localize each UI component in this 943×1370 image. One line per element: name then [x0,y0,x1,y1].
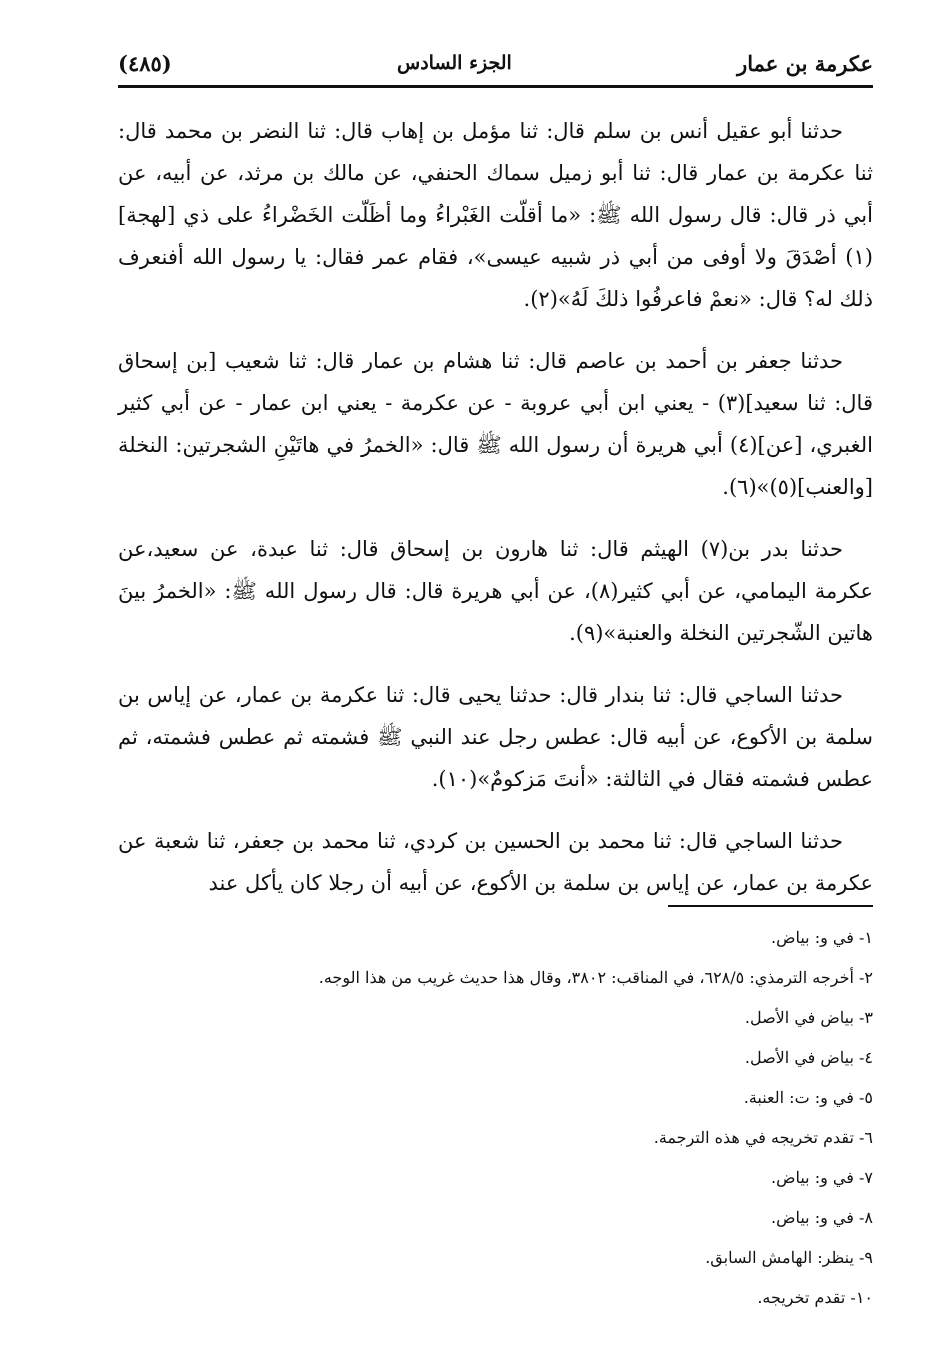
page-header [118,38,873,88]
section-title: عكرمة بن عمار [737,50,873,76]
footnote-2: ٢- أخرجه الترمذي: ٦٢٨/٥، في المناقب: ٣٨٠٢، وقال هذا حديث غريب من هذا الوجه. [318,968,873,987]
paragraph-4: حدثنا الساجي قال: ثنا بندار قال: حدثنا يحيى قال: ثنا عكرمة بن عمار، عن إياس بن سلمة بن الأكوع، عن أبيه قال: عطس رجل عند النبي ﷺ فشمته ثم عطس فشمته، ثم عطس فشمته فقال في الثالثة: «أنتَ مَزكومٌ»(١٠). [118,683,873,791]
paragraph-3: حدثنا بدر بن(٧) الهيثم قال: ثنا هارون بن إسحاق قال: ثنا عبدة، عن سعيد،عن عكرمة اليمامي، عن أبي كثير(٨)، عن أبي هريرة قال: قال رسول الله ﷺ: «الخمرُ بينَ هاتين الشّجرتين النخلة والعنبة»(٩). [118,537,874,645]
paragraph-2: حدثنا جعفر بن أحمد بن عاصم قال: ثنا هشام بن عمار قال: ثنا شعيب [بن إسحاق قال: ثنا سعيد](٣) - يعني ابن أبي عروبة - عن عكرمة - يعني ابن عمار - عن أبي كثير الغبري، [عن](٤) أبي هريرة أن رسول الله ﷺ قال: «الخمرُ في هاتَيْنِ الشجرتين: النخلة [والعنب](٥)»(٦). [118,349,873,499]
header-rule [118,85,873,88]
footnote-5: ٥- في و: ت: العنبة. [743,1088,873,1107]
footnote-1: ١- في و: بياض. [771,928,873,947]
paragraph-5: حدثنا الساجي قال: ثنا محمد بن الحسين بن كردي، ثنا محمد بن جعفر، ثنا شعبة عن عكرمة بن عمار، عن إياس بن سلمة بن الأكوع، عن أبيه أن رجلا كان يأكل عند [118,829,873,895]
footnote-separator [668,905,873,907]
footnote-4: ٤- بياض في الأصل. [744,1048,873,1067]
footnote-8: ٨- في و: بياض. [771,1208,873,1227]
main-text [118,110,873,924]
footnote-9: ٩- ينظر: الهامش السابق. [705,1248,873,1267]
page-number: (٤٨٥) [118,50,172,76]
footnotes [118,918,873,1318]
footnote-7: ٧- في و: بياض. [771,1168,873,1187]
volume-title: الجزء السادس [397,52,512,74]
footnote-3: ٣- بياض في الأصل. [744,1008,873,1027]
footnote-6: ٦- تقدم تخريجه في هذه الترجمة. [653,1128,873,1147]
paragraph-1: حدثنا أبو عقيل أنس بن سلم قال: ثنا مؤمل بن إهاب قال: ثنا النضر بن محمد قال: ثنا عكرمة بن عمار قال: ثنا أبو زميل سماك الحنفي، عن مالك بن مرثد، عن أبيه، عن أبي ذر قال: قال رسول الله ﷺ: «ما أقلّت الغَبْراءُ وما أظَلّت الخَضْراءُ على ذي [لهجة](١) أصْدَقَ ولا أوفى من أبي ذر شبيه عيسى»، فقام عمر فقال: يا رسول الله أفنعرف ذلك له؟ قال: «نعمْ فاعرفُوا ذلكَ لَهُ»(٢). [118,119,873,311]
footnote-10: ١٠- تقدم تخريجه. [757,1288,873,1307]
